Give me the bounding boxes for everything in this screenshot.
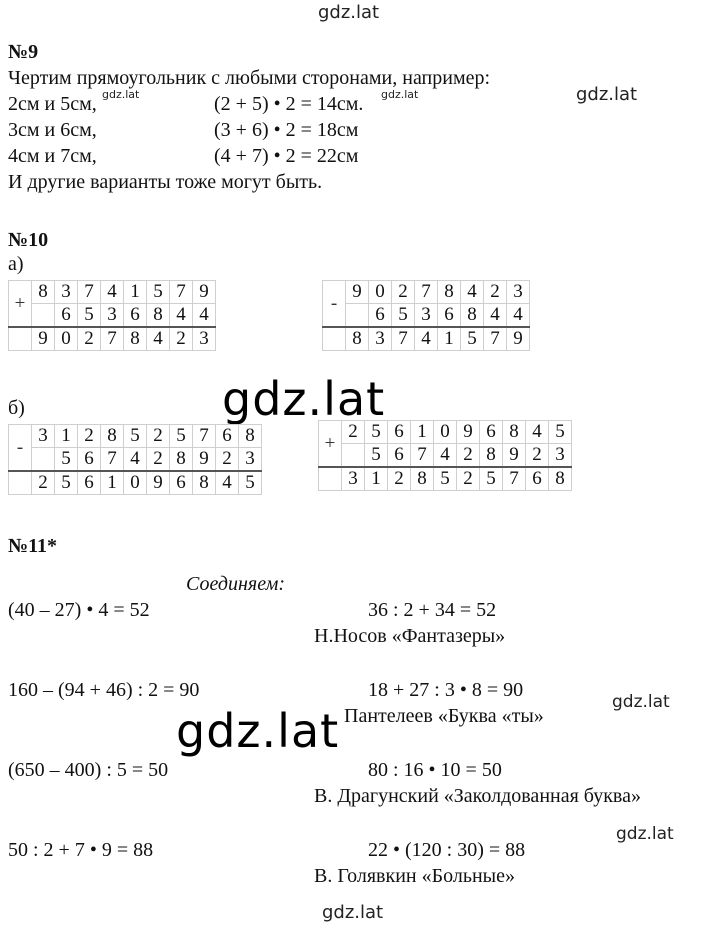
digit-cell: 5	[124, 425, 147, 448]
digit-cell: 3	[239, 448, 262, 472]
operator-sign: -	[323, 281, 346, 328]
watermark: gdz.lat	[322, 902, 384, 923]
digit-cell: 7	[415, 281, 438, 304]
digit-cell: 7	[101, 327, 124, 351]
digit-cell: 9	[32, 327, 55, 351]
digit-cell: 2	[147, 448, 170, 472]
digit-cell	[9, 471, 32, 495]
digit-cell: 6	[388, 421, 411, 444]
addition-grid-a	[8, 280, 216, 351]
digit-cell: 2	[526, 444, 549, 468]
digit-cell: 8	[346, 327, 369, 351]
digit-cell: 8	[239, 425, 262, 448]
digit-cell: 5	[55, 471, 78, 495]
digit-cell: 6	[438, 304, 461, 328]
digit-cell: 5	[239, 471, 262, 495]
digit-cell: 5	[78, 304, 101, 328]
digit-cell: 3	[101, 304, 124, 328]
digit-cell: 7	[193, 425, 216, 448]
digit-cell: 3	[507, 281, 530, 304]
digit-cell: 2	[170, 327, 193, 351]
watermark: gdz.lat	[102, 88, 140, 101]
digit-cell: 3	[32, 425, 55, 448]
digit-cell: 4	[461, 281, 484, 304]
digit-cell: 5	[55, 448, 78, 472]
digit-cell: 9	[503, 444, 526, 468]
task11-title: №11*	[8, 535, 57, 557]
digit-cell: 5	[147, 281, 170, 304]
task9-formula: (3 + 6) • 2 = 18см	[214, 119, 359, 141]
watermark: gdz.lat	[222, 372, 386, 426]
digit-cell: 8	[480, 444, 503, 468]
watermark: gdz.lat	[176, 704, 340, 758]
digit-cell: 3	[342, 467, 365, 491]
subtraction-grid-a	[322, 280, 530, 351]
digit-cell	[323, 327, 346, 351]
digit-cell: 8	[438, 281, 461, 304]
task9-sides: 3см и 6см,	[8, 119, 97, 141]
digit-cell: 4	[415, 327, 438, 351]
digit-cell: 9	[507, 327, 530, 351]
digit-cell: 8	[170, 448, 193, 472]
digit-cell: 1	[101, 471, 124, 495]
digit-cell: 5	[461, 327, 484, 351]
digit-cell: 5	[170, 425, 193, 448]
digit-cell: 8	[411, 467, 434, 491]
digit-cell: 2	[78, 425, 101, 448]
watermark: gdz.lat	[612, 692, 670, 712]
digit-cell: 8	[549, 467, 572, 491]
digit-cell: 7	[78, 281, 101, 304]
watermark: gdz.lat	[381, 88, 419, 101]
task9-formula: (4 + 7) • 2 = 22см	[214, 145, 359, 167]
digit-cell: 4	[526, 421, 549, 444]
task9-title: №9	[8, 41, 39, 63]
digit-cell: 8	[147, 304, 170, 328]
digit-cell: 5	[480, 467, 503, 491]
digit-cell: 1	[124, 281, 147, 304]
digit-cell: 9	[193, 448, 216, 472]
subtraction-grid-b	[8, 424, 262, 495]
digit-cell: 6	[124, 304, 147, 328]
book-reference: В. Драгунский «Заколдованная буква»	[314, 785, 641, 807]
connect-label: Соединяем:	[186, 573, 285, 595]
digit-cell	[32, 304, 55, 328]
digit-cell	[346, 304, 369, 328]
part-a-label: а)	[8, 253, 24, 275]
digit-cell: 8	[193, 471, 216, 495]
digit-cell: 7	[392, 327, 415, 351]
digit-cell: 3	[55, 281, 78, 304]
digit-cell: 0	[55, 327, 78, 351]
digit-cell: 5	[392, 304, 415, 328]
digit-cell: 3	[369, 327, 392, 351]
digit-cell: 6	[170, 471, 193, 495]
digit-cell: 2	[457, 467, 480, 491]
digit-cell: 4	[434, 444, 457, 468]
book-reference: В. Голявкин «Больные»	[314, 865, 515, 887]
digit-cell	[319, 467, 342, 491]
digit-cell: 3	[549, 444, 572, 468]
digit-cell: 8	[461, 304, 484, 328]
expression-left: 160 – (94 + 46) : 2 = 90	[8, 679, 200, 701]
digit-cell: 4	[216, 471, 239, 495]
digit-cell: 9	[147, 471, 170, 495]
watermark: gdz.lat	[576, 84, 638, 105]
digit-cell: 8	[101, 425, 124, 448]
digit-cell: 2	[78, 327, 101, 351]
digit-cell: 5	[434, 467, 457, 491]
digit-cell: 2	[216, 448, 239, 472]
digit-cell: 6	[526, 467, 549, 491]
digit-cell: 0	[369, 281, 392, 304]
digit-cell	[342, 444, 365, 468]
digit-cell: 4	[124, 448, 147, 472]
watermark: gdz.lat	[318, 2, 380, 23]
digit-cell: 3	[193, 327, 216, 351]
digit-cell: 2	[342, 421, 365, 444]
task9-formula: (2 + 5) • 2 = 14см.	[214, 93, 364, 115]
digit-cell: 2	[484, 281, 507, 304]
digit-cell: 7	[170, 281, 193, 304]
digit-cell: 2	[388, 467, 411, 491]
digit-cell: 6	[388, 444, 411, 468]
digit-cell: 1	[365, 467, 388, 491]
digit-cell: 4	[101, 281, 124, 304]
task9-intro: Чертим прямоугольник с любыми сторонами, например:	[8, 67, 491, 89]
expression-right: 22 • (120 : 30) = 88	[368, 839, 526, 861]
digit-cell: 6	[78, 471, 101, 495]
task9-sides: 2см и 5см,	[8, 93, 97, 115]
digit-cell: 2	[32, 471, 55, 495]
digit-cell: 9	[193, 281, 216, 304]
digit-cell: 4	[193, 304, 216, 328]
digit-cell: 2	[457, 444, 480, 468]
digit-cell: 8	[124, 327, 147, 351]
operator-sign: +	[9, 281, 32, 328]
digit-cell: 7	[503, 467, 526, 491]
operator-sign: +	[319, 421, 342, 468]
watermark: gdz.lat	[616, 824, 674, 844]
digit-cell: 4	[507, 304, 530, 328]
digit-cell: 4	[484, 304, 507, 328]
digit-cell: 6	[55, 304, 78, 328]
addition-grid-b	[318, 420, 572, 491]
book-reference: Пантелеев «Буква «ты»	[344, 705, 544, 727]
digit-cell: 9	[346, 281, 369, 304]
part-b-label: б)	[8, 397, 25, 419]
expression-left: (650 – 400) : 5 = 50	[8, 759, 169, 781]
digit-cell: 2	[147, 425, 170, 448]
task9-note: И другие варианты тоже могут быть.	[8, 171, 323, 193]
digit-cell: 1	[438, 327, 461, 351]
task10-title: №10	[8, 229, 49, 251]
operator-sign: -	[9, 425, 32, 472]
digit-cell: 9	[457, 421, 480, 444]
digit-cell: 7	[101, 448, 124, 472]
digit-cell	[32, 448, 55, 472]
digit-cell: 0	[124, 471, 147, 495]
expression-right: 18 + 27 : 3 • 8 = 90	[368, 679, 524, 701]
expression-right: 36 : 2 + 34 = 52	[368, 599, 497, 621]
expression-right: 80 : 16 • 10 = 50	[368, 759, 502, 781]
digit-cell: 8	[32, 281, 55, 304]
expression-left: (40 – 27) • 4 = 52	[8, 599, 150, 621]
digit-cell: 8	[503, 421, 526, 444]
digit-cell: 0	[434, 421, 457, 444]
digit-cell: 1	[55, 425, 78, 448]
digit-cell: 5	[365, 421, 388, 444]
digit-cell: 7	[484, 327, 507, 351]
digit-cell: 3	[415, 304, 438, 328]
expression-left: 50 : 2 + 7 • 9 = 88	[8, 839, 154, 861]
digit-cell	[9, 327, 32, 351]
digit-cell: 2	[392, 281, 415, 304]
digit-cell: 6	[480, 421, 503, 444]
book-reference: Н.Носов «Фантазеры»	[314, 625, 506, 647]
digit-cell: 6	[369, 304, 392, 328]
digit-cell: 6	[78, 448, 101, 472]
digit-cell: 1	[411, 421, 434, 444]
digit-cell: 5	[365, 444, 388, 468]
digit-cell: 5	[549, 421, 572, 444]
digit-cell: 7	[411, 444, 434, 468]
digit-cell: 4	[170, 304, 193, 328]
digit-cell: 6	[216, 425, 239, 448]
digit-cell: 4	[147, 327, 170, 351]
task9-sides: 4см и 7см,	[8, 145, 97, 167]
